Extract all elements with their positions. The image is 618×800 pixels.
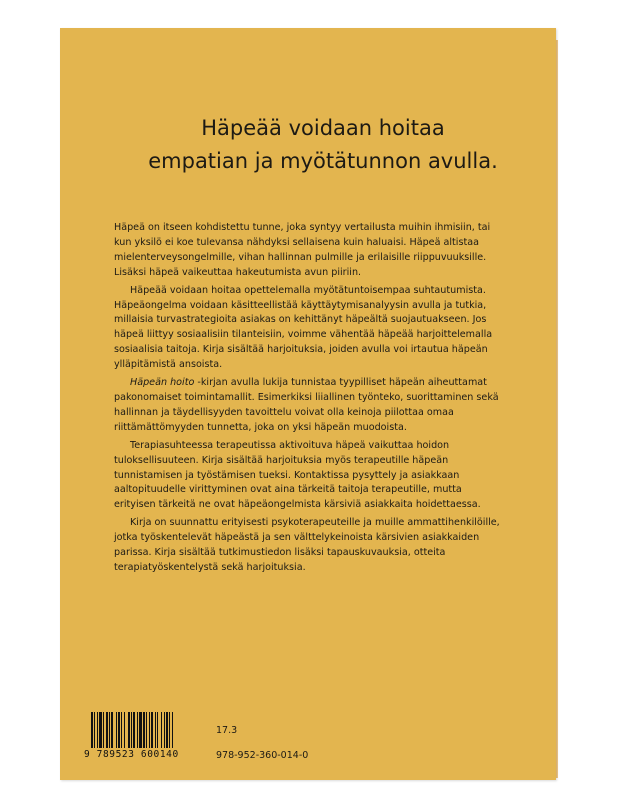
barcode-digits: 9 789523 600140: [84, 749, 179, 760]
book-title-italic: Häpeän hoito: [130, 377, 195, 389]
barcode-bar: [149, 712, 150, 748]
barcode-bar: [97, 712, 98, 748]
headline-line-1: Häpeää voidaan hoitaa: [201, 116, 445, 140]
classification-code: 17.3: [216, 725, 238, 736]
barcode: [84, 712, 202, 762]
barcode-bar: [169, 712, 170, 748]
barcode-bar: [139, 712, 142, 748]
headline-line-2: empatian ja myötätunnon avulla.: [148, 149, 498, 173]
blurb-paragraph-3-text: -kirjan avulla lukija tunnistaa tyypilliset häpeän aiheuttamat pakonomaiset toimintamallit. Esimerkiksi liiallinen työnteko, suorittaminen sekä hallinnan ja täydellisyyden tavoittelu voivat olla keinoja piilottaa omaa riittämättömyyden tunnetta, joka on yksi häpeän muodoista.: [114, 377, 499, 433]
blurb-paragraph-2: Häpeää voidaan hoitaa opettelemalla myötätuntoisempaa suhtautumista. Häpeäongelma voidaan käsitteellistää käyttäytymisanalyysin avulla ja tutkia, millaisia turvastrategioita asiakas on kehittänyt häpeältä suojautuakseen. Jos häpeä liittyy sosiaalisiin tilanteisiin, voimme vähentää häpeää harjoittelemalla sosiaalisia taitoja. Kirja sisältää harjoituksia, joiden avulla voi irtautua häpeän ylläpitämistä ansoista.: [114, 284, 493, 371]
barcode-bar: [157, 712, 158, 748]
headline: [113, 112, 533, 178]
barcode-bar: [164, 712, 165, 748]
barcode-bar: [143, 712, 145, 748]
barcode-bar: [109, 712, 110, 748]
isbn: 978-952-360-014-0: [216, 750, 309, 761]
barcode-bar: [146, 712, 147, 748]
barcode-bar: [111, 712, 113, 748]
blurb-paragraph-5: Kirja on suunnattu erityisesti psykoterapeuteille ja muille ammattihenkilöille, jotka työskentelevät häpeästä ja sen välttelykeinoista kärsivien asiakkaiden parissa. Kirja sisältää tutkimustiedon lisäksi tapauskuvauksia, otteita terapiatyöskentelystä sekä harjoituksia.: [114, 517, 500, 573]
barcode-bar: [133, 712, 135, 748]
blurb-paragraph-4: Terapiasuhteessa terapeutissa aktivoituva häpeä vaikuttaa hoidon tuloksellisuuteen. Kirja sisältää harjoituksia myös terapeutille häpeän tunnistamisen ja työstämisen tueksi. Kontaktissa pysyttely ja asiakkaan aaltopituudelle virittyminen ovat aina tärkeitä taitoja terapeutille, mutta erityisen tärkeitä ne ovat häpeäongelmista kärsiviä asiakkaita hoidettaessa.: [114, 439, 481, 511]
barcode-bar: [99, 712, 102, 748]
blurb-paragraph-3: [114, 376, 506, 436]
barcode-bar: [166, 712, 168, 748]
barcode-bars: [91, 712, 197, 748]
barcode-bar: [124, 712, 125, 748]
barcode-bar: [103, 712, 104, 748]
barcode-bar: [106, 712, 108, 748]
barcode-bar: [151, 712, 153, 748]
barcode-bar: [94, 712, 95, 748]
barcode-bar: [155, 712, 156, 748]
barcode-bar: [118, 712, 120, 748]
barcode-bar: [161, 712, 162, 748]
barcode-bar: [128, 712, 130, 748]
blurb-paragraph-1: Häpeä on itseen kohdistettu tunne, joka syntyy vertailusta muihin ihmisiin, tai kun yksilö ei koe tulevansa nähdyksi sellaisena kuin haluaisi. Häpeä altistaa mielenterveysongelmille, vihan hallinnan pulmille ja erilaisille riippuvuuksille. Lisäksi häpeä vaikeuttaa hakeutumista avun piiriin.: [114, 222, 491, 278]
barcode-bar: [121, 712, 122, 748]
blurb: [114, 221, 506, 579]
barcode-bar: [131, 712, 132, 748]
barcode-bar: [137, 712, 138, 748]
barcode-bar: [172, 712, 173, 748]
barcode-bar: [116, 712, 117, 748]
barcode-bar: [91, 712, 93, 748]
